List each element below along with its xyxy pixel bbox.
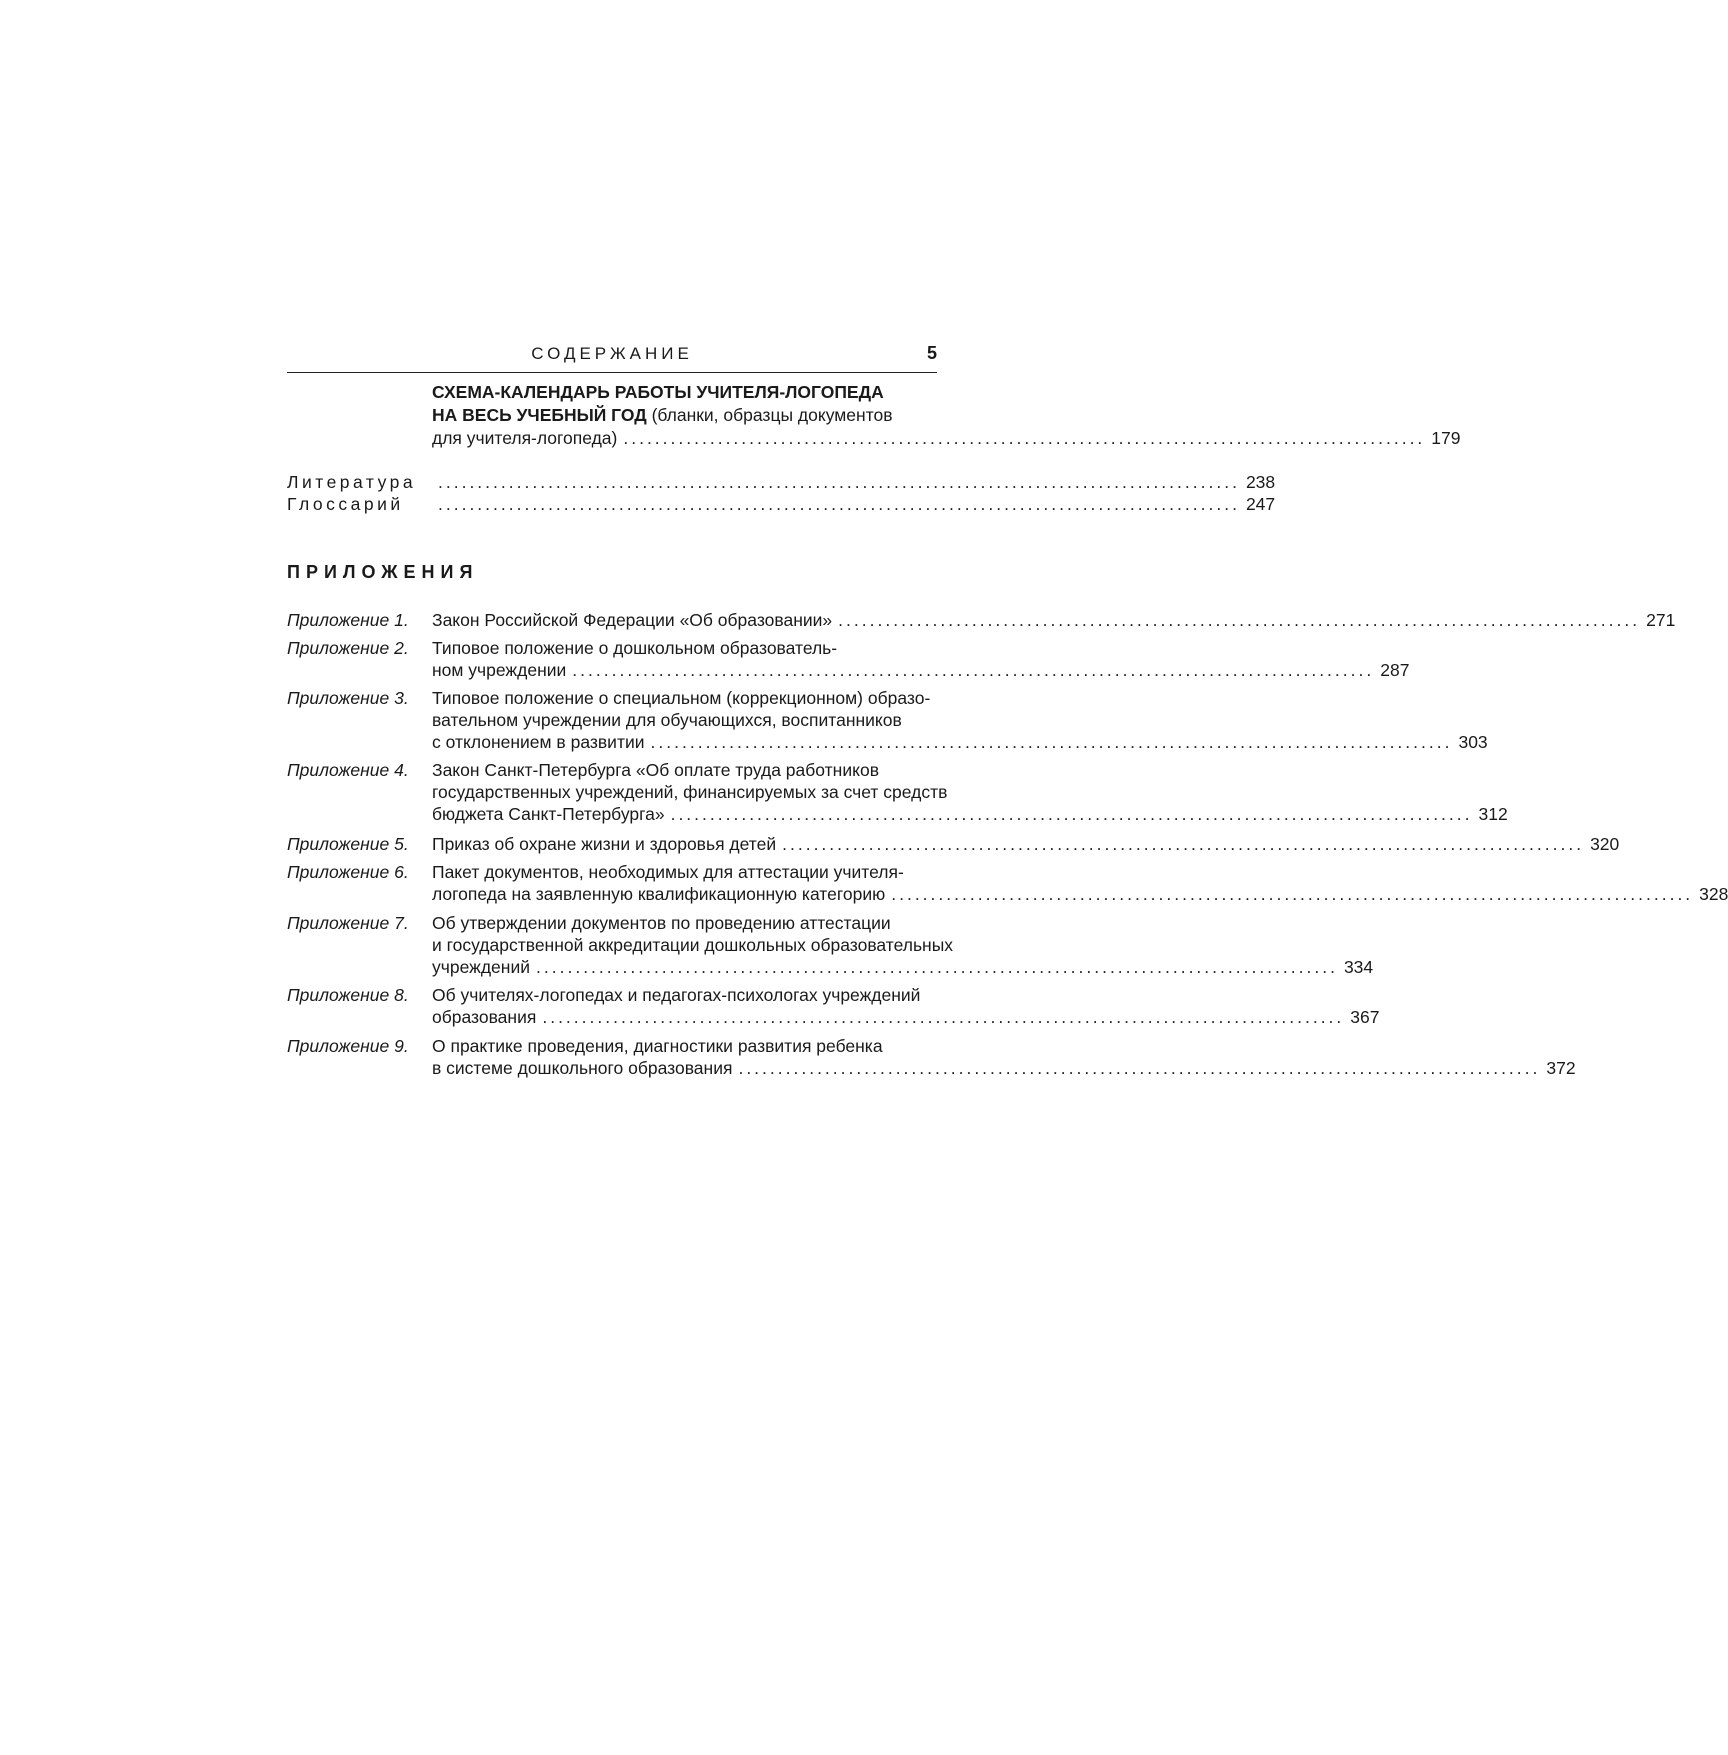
appendix-line: логопеда на заявленную квалификационную категорию [432,884,886,904]
appendix-line: Об учителях-логопедах и педагогах-психологах учреждений [432,985,921,1005]
appendix-4-entry [432,802,1508,826]
appendix-9-entry [432,1056,1576,1080]
dot-leader: ...................................................................................................... [572,660,1375,680]
literature-label: Литература [287,472,417,492]
dot-leader: ...................................................................................................... [782,834,1585,854]
running-header [287,344,937,373]
appendix-line: Об утверждении документов по проведению аттестации [432,913,891,933]
appendix-line: учреждений [432,957,531,977]
appendix-page: 372 [1546,1058,1576,1078]
glossary-entry [287,492,1276,516]
page-number: 5 [926,343,937,363]
dot-leader: ...................................................................................................... [891,884,1694,904]
appendix-8-entry [432,1005,1380,1029]
appendix-line: О практике проведения, диагностики развития ребенка [432,1036,883,1056]
schema-title-bold: НА ВЕСЬ УЧЕБНЫЙ ГОД [432,405,647,425]
dot-leader: ...................................................................................................... [670,804,1473,824]
appendix-line: и государственной аккредитации дошкольных образовательных [432,935,954,955]
appendix-line: Типовое положение о специальном (коррекционном) образо- [432,688,931,708]
dot-leader: ...................................................................................................... [650,732,1453,752]
appendix-line: государственных учреждений, финансируемых за счет средств [432,782,948,802]
appendix-page: 367 [1350,1007,1380,1027]
appendix-line: бюджета Санкт-Петербурга» [432,804,665,824]
dot-leader: ...................................................................................................... [838,610,1641,630]
glossary-page: 247 [1245,494,1276,514]
appendix-label: Приложение 4. [287,760,409,780]
dot-leader: ...................................................................................................... [438,472,1240,492]
appendix-label: Приложение 3. [287,688,409,708]
appendix-line: Приказ об охране жизни и здоровья детей [432,834,777,854]
appendix-line: образования [432,1007,537,1027]
schema-page: 179 [1431,428,1461,448]
appendix-label: Приложение 7. [287,913,409,933]
appendix-line: в системе дошкольного образования [432,1058,733,1078]
dot-leader: ...................................................................................................... [536,957,1338,977]
schema-title-line-2 [432,403,893,427]
appendix-page: 287 [1380,660,1410,680]
schema-line-3: для учителя-логопеда) [432,428,618,448]
appendix-line: Пакет документов, необходимых для аттестации учителя- [432,862,904,882]
appendix-6-entry [432,882,1728,906]
appendix-line: Закон Российской Федерации «Об образовании» [432,610,833,630]
appendix-label: Приложение 6. [287,862,409,882]
appendices-title: ПРИЛОЖЕНИЯ [287,562,479,582]
appendix-line: Типовое положение о дошкольном образователь- [432,638,838,658]
appendix-5-entry [432,832,1620,856]
appendix-page: 320 [1590,834,1620,854]
appendix-page: 271 [1646,610,1676,630]
appendix-page: 303 [1458,732,1488,752]
appendix-7-entry [432,955,1374,979]
dot-leader: ...................................................................................................... [438,494,1240,514]
appendix-label: Приложение 8. [287,985,409,1005]
literature-page: 238 [1245,472,1276,492]
appendix-page: 328 [1699,884,1728,904]
appendix-label: Приложение 9. [287,1036,409,1056]
schema-title-rest: (бланки, образцы документов [646,405,893,425]
glossary-label: Глоссарий [287,494,404,514]
appendix-line: Закон Санкт-Петербурга «Об оплате труда работников [432,760,879,780]
dot-leader: ...................................................................................................... [542,1007,1345,1027]
literature-entry [287,470,1276,494]
schema-entry-row [432,426,1461,450]
appendix-2-entry [432,658,1410,682]
appendix-line: вательном учреждении для обучающихся, воспитанников [432,710,902,730]
appendix-line: ном учреждении [432,660,567,680]
appendix-label: Приложение 1. [287,610,409,630]
appendix-label: Приложение 2. [287,638,409,658]
dot-leader: ...................................................................................................... [738,1058,1541,1078]
dot-leader: ...................................................................................................... [623,428,1426,448]
appendix-3-entry [432,730,1488,754]
running-title: СОДЕРЖАНИЕ [531,344,693,363]
appendix-page: 334 [1343,957,1374,977]
appendix-label: Приложение 5. [287,834,409,854]
appendix-line: с отклонением в развитии [432,732,645,752]
schema-title-line-1: СХЕМА-КАЛЕНДАРЬ РАБОТЫ УЧИТЕЛЯ-ЛОГОПЕДА [432,382,884,402]
appendix-page: 312 [1478,804,1508,824]
appendix-1-entry [432,608,1676,632]
